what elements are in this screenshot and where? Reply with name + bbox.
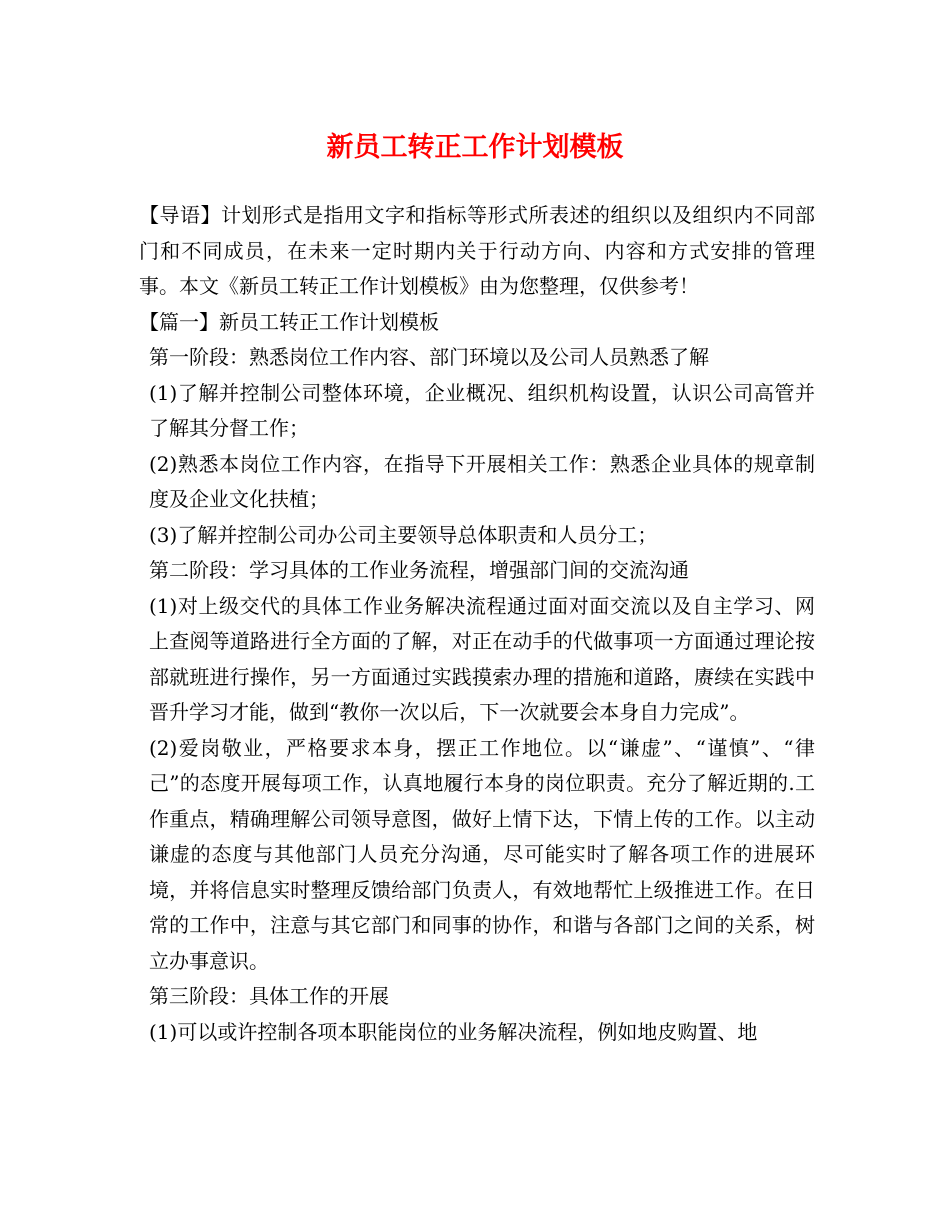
paragraph-stage-two: 第二阶段：学习具体的工作业务流程，增强部门间的交流沟通	[149, 558, 689, 582]
paragraph-intro: 【导语】计划形式是指用文字和指标等形式所表述的组织以及组织内不同部门和不同成员，在未来一定时期内关于行动方向、内容和方式安排的管理事。本文《新员工转正工作计划模板》由为您整理，仅供参考！	[139, 203, 815, 298]
paragraph-item: (3)了解并控制公司办公司主要领导总体职责和人员分工；	[149, 522, 658, 547]
paragraph-stage-three: 第三阶段：具体工作的开展	[149, 984, 389, 1008]
paragraph-item: (2)爱岗敬业，严格要求本身，摆正工作地位。以“谦虚”、“谨慎”、“律己”的态度开展每项工作，认真地履行本身的岗位职责。充分了解近期的.工作重点，精确理解公司领导意图，做好上情下达，下情上传的工作。以主动谦虚的态度与其他部门人员充分沟通，尽可能实时了解各项工作的进展环境，并将信息实时整理反馈给部门负责人，有效地帮忙上级推进工作。在日常的工作中，注意与其它部门和同事的协作，和谐与各部门之间的关系，树立办事意识。	[149, 735, 815, 973]
paragraph-item: (1)可以或许控制各项本职能岗位的业务解决流程，例如地皮购置、地	[149, 1019, 758, 1044]
paragraph-item: (2)熟悉本岗位工作内容，在指导下开展相关工作：熟悉企业具体的规章制度及企业文化扶植；	[149, 451, 815, 511]
paragraph-item: (1)对上级交代的具体工作业务解决流程通过面对面交流以及自主学习、网上查阅等道路进行全方面的了解，对正在动手的代做事项一方面通过理论按部就班进行操作，另一方面通过实践摸索办理的措施和道路，赓续在实践中晋升学习才能，做到“教你一次以后，下一次就要会本身自力完成”。	[149, 593, 815, 724]
document-title: 新员工转正工作计划模板	[326, 132, 624, 163]
paragraph-stage-one: 第一阶段：熟悉岗位工作内容、部门环境以及公司人员熟悉了解	[149, 345, 709, 369]
document-body	[139, 198, 815, 1050]
paragraph-item: (1)了解并控制公司整体环境，企业概况、组织机构设置，认识公司高管并了解其分督工作；	[149, 380, 815, 440]
paragraph-section-heading: 【篇一】新员工转正工作计划模板	[139, 309, 439, 334]
